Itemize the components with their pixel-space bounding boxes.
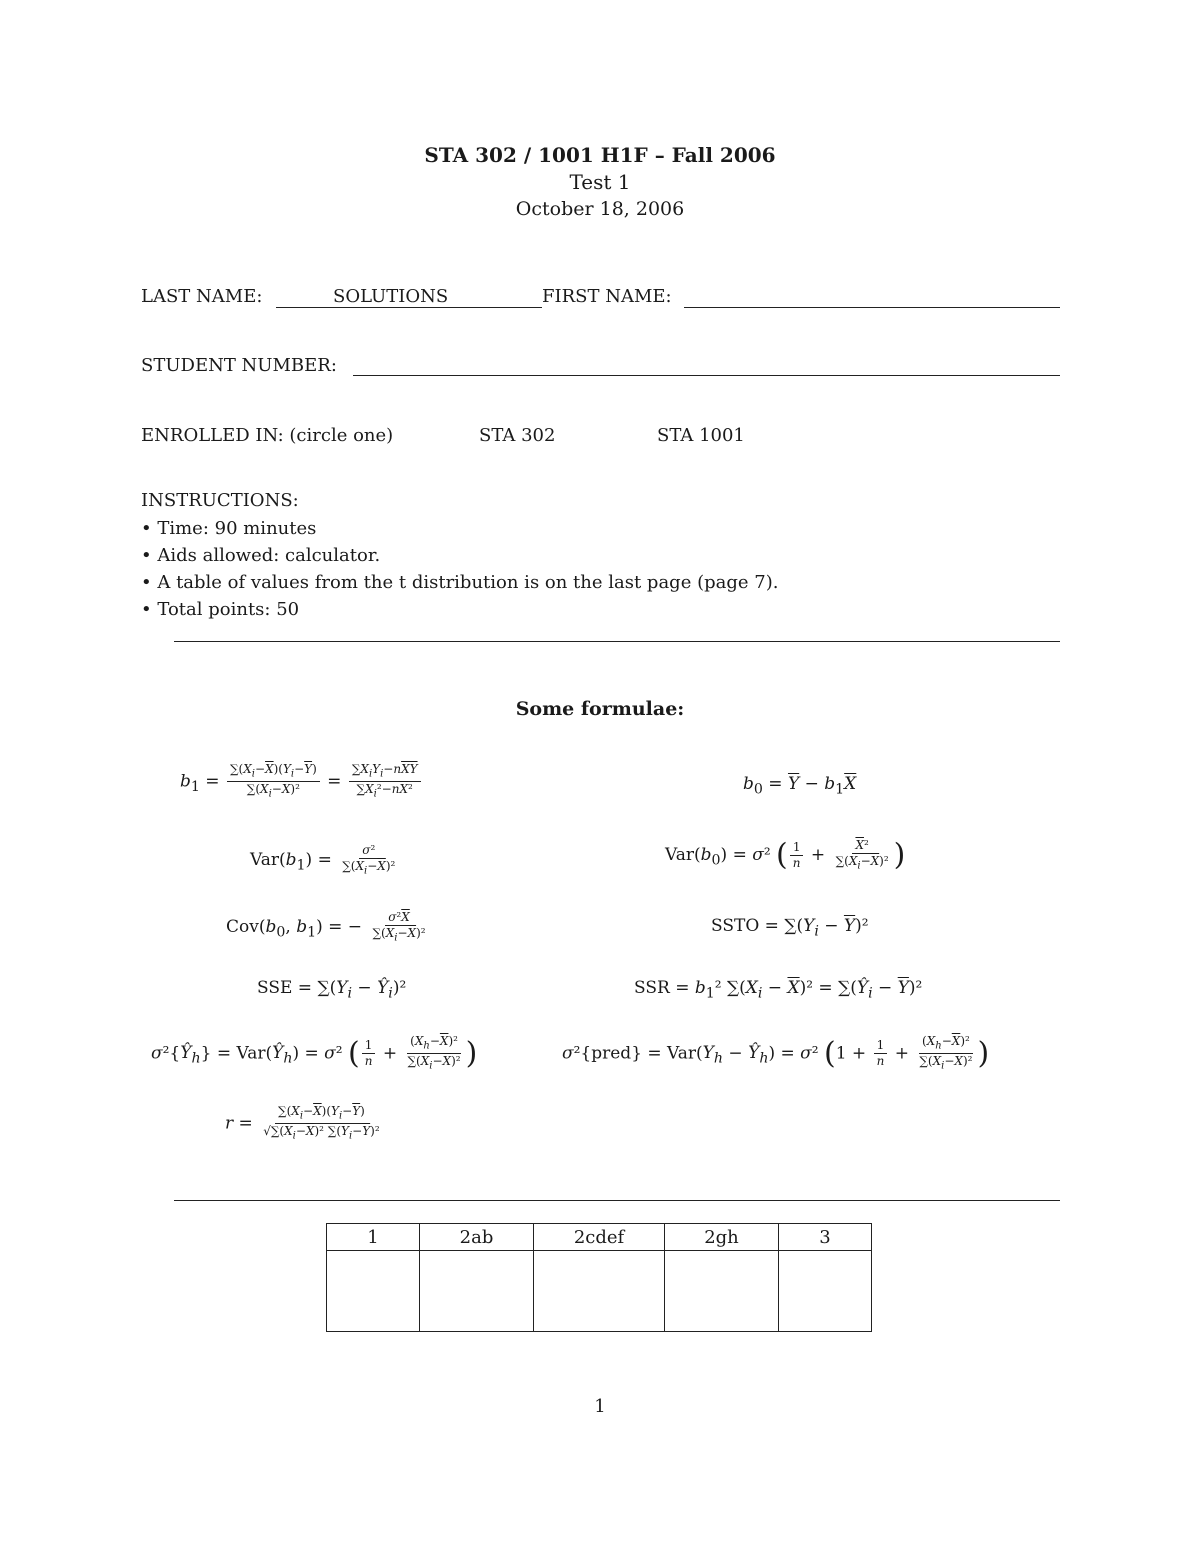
page-number: 1: [594, 1396, 606, 1417]
score-cell[interactable]: [665, 1251, 779, 1332]
last-name-value: SOLUTIONS: [333, 286, 449, 307]
instruction-item: • Time: 90 minutes: [141, 518, 317, 539]
enrolled-option-sta1001[interactable]: STA 1001: [657, 425, 745, 446]
score-cell[interactable]: [327, 1251, 420, 1332]
score-header-2cdef: 2cdef: [534, 1224, 665, 1251]
formula-ssto: SSTO = $\sum(Y_i - \overline{Y})^2$: [711, 916, 869, 940]
formula-b0: $b_0 = \overline{Y} - b_1\overline{X}$: [743, 774, 857, 798]
first-name-label: FIRST NAME:: [542, 286, 672, 307]
student-number-line[interactable]: [353, 375, 1060, 376]
student-number-label: STUDENT NUMBER:: [141, 355, 337, 376]
formula-r: r = $\frac{\sum(X_i-\overline{X})(Y_i-\overline{Y})}{√\sum(X_i-\overline{X})^2 \sum(Y_i-\overline{Y})^2}$: [225, 1104, 380, 1142]
formula-var-pred: σ²{pred} = $Var(Y_h$ − $Ŷ_h) = \sigma^2$ (1 + $\frac{1}{n}$ + $\frac{(X_h-\overline{X})^2}{\sum(X_i-\overline{X})^2}$ ): [562, 1034, 990, 1072]
exam-date: October 18, 2006: [515, 198, 685, 220]
instruction-item: • A table of values from the t distribution is on the last page (page 7).: [141, 572, 779, 593]
last-name-line[interactable]: [276, 307, 542, 308]
score-header-1: 1: [327, 1224, 420, 1251]
enrolled-option-sta302[interactable]: STA 302: [479, 425, 556, 446]
formula-b1: $b_1$ = $\frac{\sum(X_i-\overline{X})(Y_i-\overline{Y})}{\sum(X_i-\overline{X})^2}$ = $\frac{\sum X_iY_i-n\overline{XY}}{\sum X_i^2-n\overline{X}^2}$: [180, 762, 423, 802]
instruction-item: • Aids allowed: calculator.: [141, 545, 381, 566]
instruction-item: • Total points: 50: [141, 599, 300, 620]
divider-bottom: [174, 1200, 1060, 1201]
last-name-label: LAST NAME:: [141, 286, 263, 307]
formula-var-yhat: $\sigma^2\{Ŷ_h\}$ = $Var(Ŷ_h) = \sigma^2$ ( $\frac{1}{n}$ + $\frac{(X_h-\overline{X})^2}{\sum(X_i-\overline{X})^2}$ ): [151, 1034, 478, 1072]
formulae-heading: Some formulae:: [515, 698, 685, 720]
score-cell[interactable]: [779, 1251, 872, 1332]
score-cell[interactable]: [534, 1251, 665, 1332]
formula-ssr: SSR = $b_1^2$ $\sum(X_i - \overline{X})^2$ = $\sum(Ŷ_i - \overline{Y})^2$: [634, 978, 923, 1002]
score-header-2gh: 2gh: [665, 1224, 779, 1251]
formula-sse: SSE = $\sum(Y_i$ − $Ŷ_i)^2$: [257, 978, 407, 1002]
formula-cov: $Cov(b_0$, $b_1$) = − $\frac{\sigma^2\overline{X}}{\sum(X_i-\overline{X})^2}$: [226, 910, 426, 944]
formula-var-b1: $Var(b_1)$ = $\frac{\text{σ²}}{\sum(X_i-\overline{X})^2}$: [250, 843, 396, 877]
exam-title: STA 302 / 1001 H1F – Fall 2006: [424, 143, 776, 167]
score-header-2ab: 2ab: [420, 1224, 534, 1251]
exam-subtitle: Test 1: [569, 170, 631, 194]
first-name-line[interactable]: [684, 307, 1060, 308]
formula-var-b0: $Var(b_0) = \sigma^2$ ( $\frac{1}{n}$ + $\frac{\overline{X}^2}{\sum(X_i-\overline{X})^2}$ ): [665, 837, 906, 873]
score-cell[interactable]: [420, 1251, 534, 1332]
score-table: [326, 1223, 872, 1332]
instructions-heading: INSTRUCTIONS:: [141, 490, 299, 511]
enrolled-label: ENROLLED IN: (circle one): [141, 425, 394, 446]
score-header-3: 3: [779, 1224, 872, 1251]
divider-top: [174, 641, 1060, 642]
